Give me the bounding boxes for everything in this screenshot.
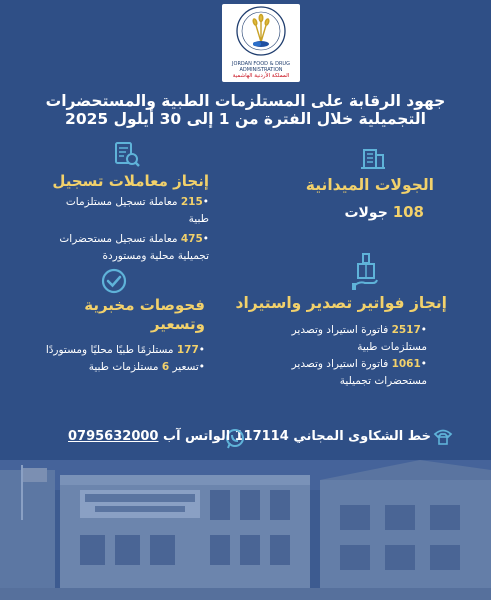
field-tours-count: 108 جولات <box>344 203 424 221</box>
invoices-item-2-cont: مستحضرات تجميلية <box>339 375 427 387</box>
lab-tests-item-1: •177 مستلزمًا طبيًا محليًا ومستوردًا <box>45 344 205 356</box>
building-icon <box>360 146 386 174</box>
logo-english-name: JORDAN FOOD & DRUG <box>232 61 290 67</box>
registration-item-2: •475 معاملة تسجيل مستحضرات <box>59 233 209 245</box>
title-line-2: التجميلية خلال الفترة من 1 إلى 30 أيلول 2025 <box>65 110 426 128</box>
hotline-text[interactable]: خط الشكاوى المجاني 117114 <box>234 429 431 444</box>
logo-emblem <box>222 4 300 60</box>
contact-bar <box>0 428 491 452</box>
logo-english-name-2: ADMINISTRATION <box>239 67 283 73</box>
invoices-item-1-cont: مستلزمات طبية <box>357 341 427 353</box>
phone-icon <box>433 428 453 450</box>
invoices-list <box>247 322 427 390</box>
headquarters-photo <box>0 460 491 600</box>
lab-tests-item-2: •تسعير 6 مستلزمات طبية <box>88 361 205 373</box>
document-search-icon <box>113 141 141 173</box>
lab-tests-heading <box>45 296 205 334</box>
jfda-logo <box>222 4 300 82</box>
registration-item-2-cont: تجميلية محلية ومستوردة <box>102 250 209 262</box>
field-tours-heading: الجولات الميدانية <box>305 176 434 194</box>
invoices-heading: إنجاز فواتير تصدير واستيراد <box>235 294 447 312</box>
check-circle-icon <box>99 266 129 300</box>
lab-tests-heading-line-2: وتسعير <box>150 315 205 333</box>
box-hand-icon <box>351 252 381 296</box>
page-title <box>20 92 471 128</box>
registration-list <box>19 194 209 265</box>
whatsapp-text[interactable]: الواتس آب 0795632000 <box>68 429 231 444</box>
registration-heading: إنجاز معاملات تسجيل <box>52 172 209 190</box>
registration-item-1: •215 معاملة تسجيل مستلزمات <box>65 196 209 208</box>
registration-item-1-cont: طبية <box>188 213 209 225</box>
title-line-1: جهود الرقابة على المستلزمات الطبية والمستحضرات <box>45 92 446 110</box>
logo-arabic-kingdom: المملكة الأردنية الهاشمية <box>232 73 290 79</box>
lab-tests-heading-line-1: فحوصات مخبرية <box>84 296 205 314</box>
invoices-item-2: •1061 فاتورة استيراد وتصدير <box>291 358 427 370</box>
lab-tests-list <box>5 342 205 376</box>
invoices-item-1: •2517 فاتورة استيراد وتصدير <box>291 324 427 336</box>
